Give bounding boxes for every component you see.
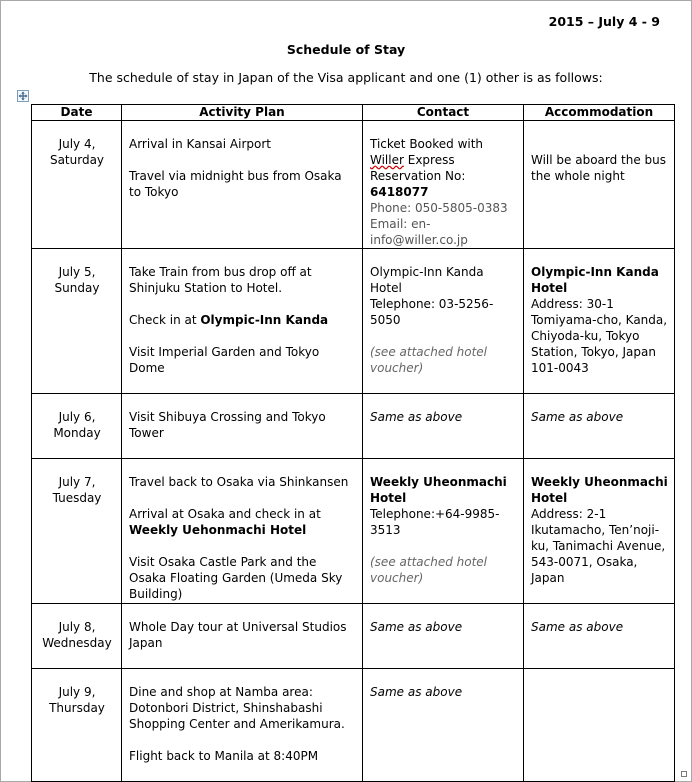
activity-text: Whole Day tour at Universal Studios Japan <box>129 620 347 650</box>
contact-cell <box>363 394 524 459</box>
accommodation-address: Address: 30-1 Tomiyama-cho, Kanda, Chiyoda-ku, Tokyo Station, Tokyo, Japan 101-0043 <box>531 297 668 375</box>
activity-cell <box>122 604 363 669</box>
activity-cell <box>122 669 363 782</box>
page-title: Schedule of Stay <box>286 42 406 57</box>
weekday-text: Monday <box>53 426 101 440</box>
move-cross-icon[interactable] <box>17 90 29 102</box>
contact-hotel: Olympic-Inn Kanda Hotel <box>370 265 484 295</box>
activity-text: Visit Shibuya Crossing and Tokyo Tower <box>129 410 326 440</box>
accommodation-text: Same as above <box>531 410 624 424</box>
date-text: July 5, <box>58 265 96 279</box>
accommodation-address: Address: 2-1 Ikutamacho, Ten’noji-ku, Tanimachi Avenue, 543-0071, Osaka, Japan <box>531 507 666 585</box>
date-cell <box>32 394 122 459</box>
accommodation-cell <box>524 394 675 459</box>
schedule-table <box>31 104 675 782</box>
column-header-contact: Contact <box>363 105 524 121</box>
contact-cell <box>363 669 524 782</box>
weekday-text: Tuesday <box>52 491 102 505</box>
table-row <box>32 394 675 459</box>
reservation-number: Reservation No: 6418077 <box>370 169 466 199</box>
date-text: July 9, <box>58 685 96 699</box>
date-range-header: 2015 – July 4 - 9 <box>548 14 660 29</box>
column-header-accommodation: Accommodation <box>524 105 675 121</box>
intro-paragraph: The schedule of stay in Japan of the Visa applicant and one (1) other is as follows: <box>89 70 603 85</box>
date-text: July 8, <box>58 620 96 634</box>
date-cell <box>32 669 122 782</box>
accommodation-cell <box>524 604 675 669</box>
accommodation-text: Same as above <box>531 620 624 634</box>
table-row <box>32 249 675 394</box>
accommodation-cell <box>524 121 675 249</box>
table-row <box>32 121 675 249</box>
table-row <box>32 669 675 782</box>
contact-cell <box>363 121 524 249</box>
contact-text: Same as above <box>370 685 463 699</box>
contact-hotel: Weekly Uheonmachi Hotel <box>370 475 507 505</box>
contact-text: Ticket Booked with <box>370 137 484 151</box>
column-header-activity: Activity Plan <box>122 105 363 121</box>
contact-text: Same as above <box>370 620 463 634</box>
activity-cell <box>122 121 363 249</box>
contact-phone: Phone: 050-5805-0383 <box>370 201 508 215</box>
activity-text: Visit Osaka Castle Park and the Osaka Floating Garden (Umeda Sky Building) <box>129 555 343 601</box>
activity-text: Arrival at Osaka and check in at Weekly Uehonmachi Hotel <box>129 507 321 537</box>
company-name-spellcheck: Willer <box>370 153 404 167</box>
accommodation-text: Will be aboard the bus the whole night <box>531 153 667 183</box>
voucher-note: (see attached hotel voucher) <box>370 345 488 375</box>
weekday-text: Thursday <box>49 701 105 715</box>
accommodation-cell <box>524 249 675 394</box>
accommodation-hotel-name: Weekly Uheonmachi Hotel <box>531 475 668 505</box>
contact-company: Willer Express <box>370 153 455 167</box>
contact-cell <box>363 459 524 604</box>
date-text: July 4, <box>58 137 96 151</box>
weekday-text: Sunday <box>54 281 100 295</box>
activity-text: Travel via midnight bus from Osaka to Tokyo <box>129 169 342 199</box>
activity-cell <box>122 249 363 394</box>
accommodation-cell <box>524 669 675 782</box>
page-corner-icon <box>681 771 687 777</box>
activity-text: Flight back to Manila at 8:40PM <box>129 749 319 763</box>
column-header-date: Date <box>32 105 122 121</box>
activity-text: Dine and shop at Namba area: Dotonbori District, Shinshabashi Shopping Center and Amerikamura. <box>129 685 345 731</box>
date-text: July 6, <box>58 410 96 424</box>
activity-text: Take Train from bus drop off at Shinjuku Station to Hotel. <box>129 265 312 295</box>
voucher-note: (see attached hotel voucher) <box>370 555 488 585</box>
date-cell <box>32 459 122 604</box>
table-row <box>32 459 675 604</box>
table-row <box>32 604 675 669</box>
contact-cell <box>363 604 524 669</box>
contact-phone: Telephone: 03-5256-5050 <box>370 297 494 327</box>
contact-text: Same as above <box>370 410 463 424</box>
activity-text: Travel back to Osaka via Shinkansen <box>129 475 349 489</box>
date-cell <box>32 249 122 394</box>
activity-text: Arrival in Kansai Airport <box>129 137 272 151</box>
weekday-text: Saturday <box>49 153 105 167</box>
contact-cell <box>363 249 524 394</box>
accommodation-hotel-name: Olympic-Inn Kanda Hotel <box>531 265 659 295</box>
activity-cell <box>122 459 363 604</box>
activity-cell <box>122 394 363 459</box>
contact-phone: Telephone:+64-9985-3513 <box>370 507 500 537</box>
accommodation-cell <box>524 459 675 604</box>
contact-email: Email: en-info@willer.co.jp <box>370 217 468 247</box>
activity-text: Visit Imperial Garden and Tokyo Dome <box>129 345 320 375</box>
weekday-text: Wednesday <box>42 636 112 650</box>
date-text: July 7, <box>58 475 96 489</box>
date-cell <box>32 121 122 249</box>
date-cell <box>32 604 122 669</box>
activity-text: Check in at Olympic-Inn Kanda <box>129 313 329 327</box>
table-header-row <box>32 105 675 121</box>
